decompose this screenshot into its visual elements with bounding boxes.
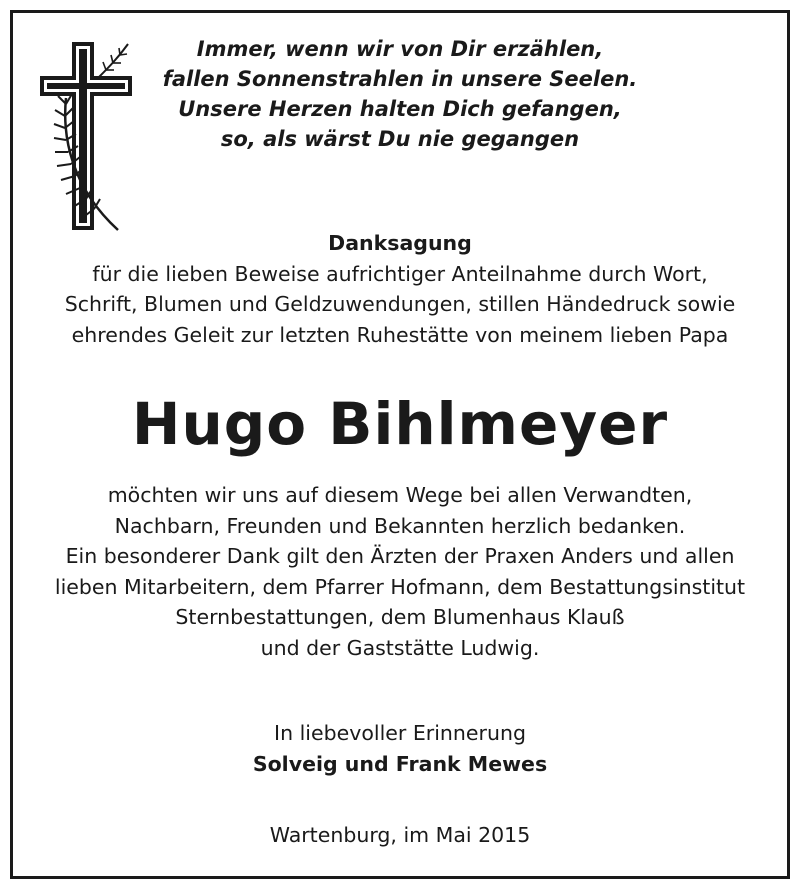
message-line: Ein besonderer Dank gilt den Ärzten der Praxen Anders und allen (65, 544, 735, 568)
thanks-line: für die lieben Beweise aufrichtiger Anteilnahme durch Wort, (92, 261, 708, 286)
closing-section (12, 718, 788, 779)
place-date: Wartenburg, im Mai 2015 (269, 823, 531, 847)
cross-with-palm-branch-icon (36, 38, 136, 234)
deceased-name: Hugo Bihlmeyer (131, 390, 669, 458)
message-line: Nachbarn, Freunden und Bekannten herzlich bedanken. (114, 513, 686, 538)
message-section (12, 480, 788, 663)
signers: Solveig und Frank Mewes (252, 751, 548, 776)
thanks-section (12, 228, 788, 350)
poem-line: fallen Sonnenstrahlen in unsere Seelen. (162, 67, 638, 91)
message-line: Sternbestattungen, dem Blumenhaus Klauß (175, 605, 625, 629)
message-line: lieben Mitarbeitern, dem Pfarrer Hofmann, dem Bestattungsinstitut (54, 574, 746, 599)
thanks-heading: Danksagung (328, 231, 472, 255)
thanks-line: ehrendes Geleit zur letzten Ruhestätte von meinem lieben Papa (71, 322, 729, 347)
message-line: und der Gaststätte Ludwig. (260, 635, 540, 660)
poem-line: Unsere Herzen halten Dich gefangen, (178, 97, 622, 121)
closing-phrase: In liebevoller Erinnerung (274, 721, 526, 745)
message-line: möchten wir uns auf diesem Wege bei allen Verwandten, (107, 483, 693, 507)
poem-line: Immer, wenn wir von Dir erzählen, (196, 37, 604, 61)
poem-line: so, als wärst Du nie gegangen (220, 127, 580, 151)
thanks-line: Schrift, Blumen und Geldzuwendungen, stillen Händedruck sowie (64, 292, 736, 316)
poem-verse (150, 34, 650, 154)
